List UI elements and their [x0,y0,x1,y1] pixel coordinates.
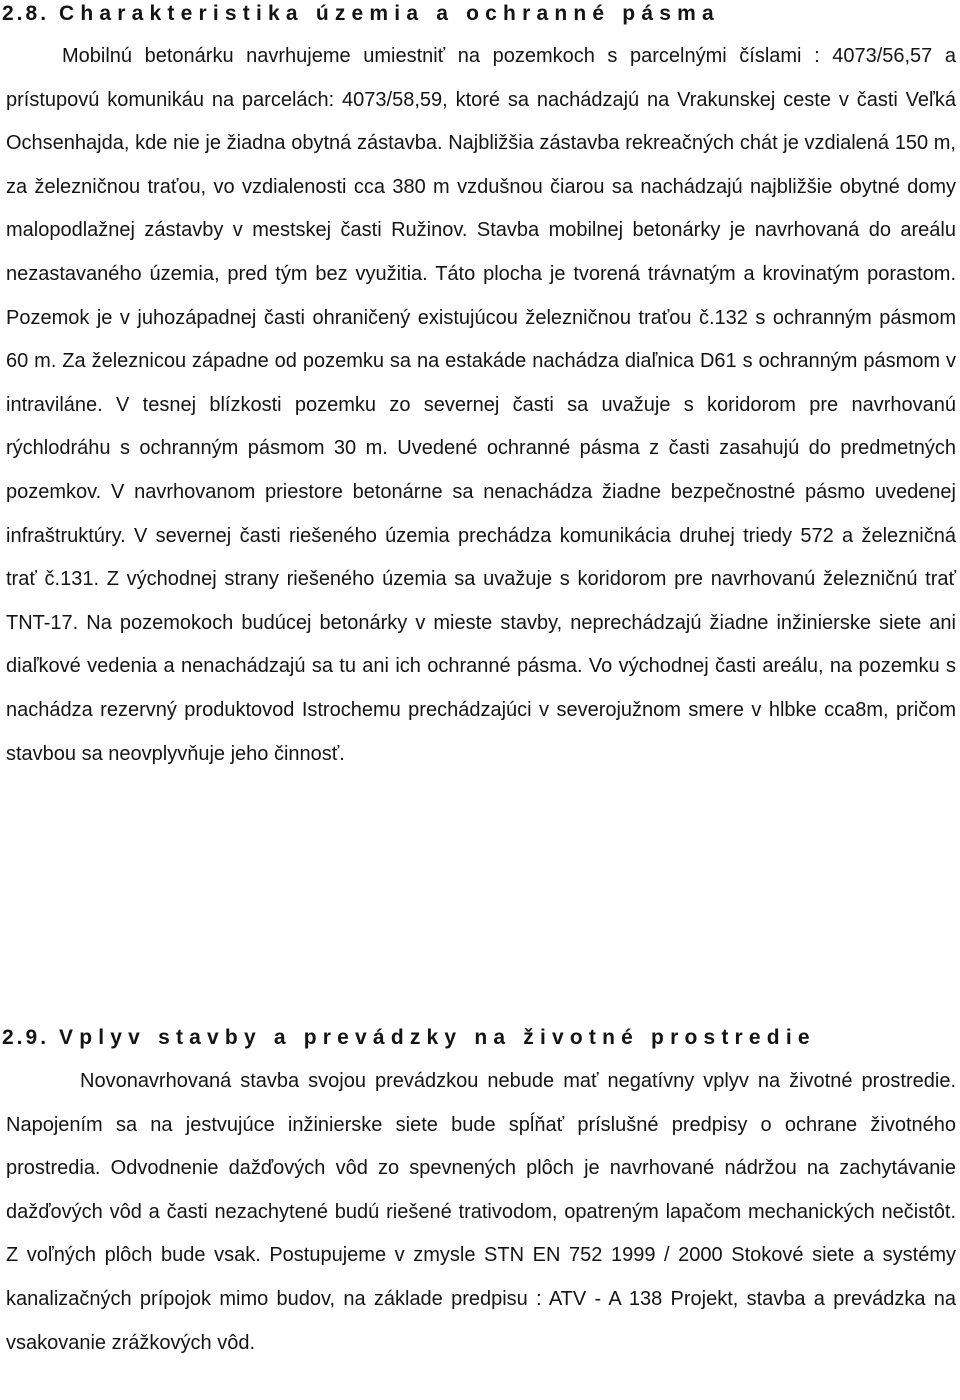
section-heading-2-8 [2,0,720,28]
section-title: Vplyv stavby a prevádzky na životné prostredie [59,1026,816,1049]
paragraph-text: Novonavrhovaná stavba svojou prevádzkou nebude mať negatívny vplyv na životné prostredie. Napojením sa na jestvujúce inžinierske siete bude spĺňať príslušné predpisy o ochrane životného prostredia. Odvodnenie dažďových vôd zo spevnených plôch je navrhované nádržou na zachytávanie dažďových vôd a časti nezachytené budú riešené trativodom, opatreným lapačom mechanických nečistôt. Z voľných plôch bude vsak. Postupujeme v zmysle STN EN 752 1999 / 2000 Stokové siete a systémy kanalizačných prípojok mimo budov, na základe predpisu : ATV - A 138 Projekt, stavba a prevádzka na vsakovanie zrážkových vôd. [6,1070,956,1354]
section-number: 2.8. [2,2,50,25]
section-title: Charakteristika územia a ochranné pásma [59,2,720,25]
section-number: 2.9. [2,1026,50,1049]
section-paragraph-2-9 [6,1060,956,1365]
paragraph-text: Mobilnú betonárku navrhujeme umiestniť na pozemkoch s parcelnými číslami : 4073/56,57 a prístupovú komunikáu na parcelách: 4073/58,59, ktoré sa nachádzajú na Vrakunskej ceste v časti Veľká Ochsenhajda, kde nie je žiadna obytná zástavba. Najbližšia zástavba rekreačných chát je vzdialená 150 m, za železničnou traťou, vo vzdialenosti cca 380 m vzdušnou čiarou sa nachádzajú najbližšie obytné domy malopodlažnej zástavby v mestskej časti Ružinov. Stavba mobilnej betonárky je navrhovaná do areálu nezastavaného územia, pred tým bez využitia. Táto plocha je tvorená trávnatým a krovinatým porastom. Pozemok je v juhozápadnej časti ohraničený existujúcou železničnou traťou č.132 s ochranným pásmom 60 m. Za železnicou západne od pozemku sa na estakáde nachádza diaľnica D61 s ochranným pásmom v intraviláne. V tesnej blízkosti pozemku zo severnej časti sa uvažuje s koridorom pre navrhovanú rýchlodráhu s ochranným pásmom 30 m. Uvedené ochranné pásma z časti zasahujú do predmetných pozemkov. V navrhovanom priestore betonárne sa nenachádza žiadne bezpečnostné pásmo uvedenej infraštruktúry. V severnej časti riešeného územia prechádza komunikácia druhej triedy 572 a železničná trať č.131. Z východnej strany riešeného územia sa uvažuje s koridorom pre navrhovanú železničnú trať TNT-17. Na pozemokoch budúcej betonárky v mieste stavby, neprechádzajú žiadne inžinierske siete ani diaľkové vedenia a nenachádzajú sa tu ani ich ochranné pásma. Vo východnej časti areálu, na pozemku s nachádza rezervný produktovod Istrochemu prechádzajúci v severojužnom smere v hlbke cca8m, pričom stavbou sa neovplyvňuje jeho činnosť. [6,45,956,765]
section-heading-2-9 [2,1024,816,1052]
section-paragraph-2-8 [6,35,956,776]
